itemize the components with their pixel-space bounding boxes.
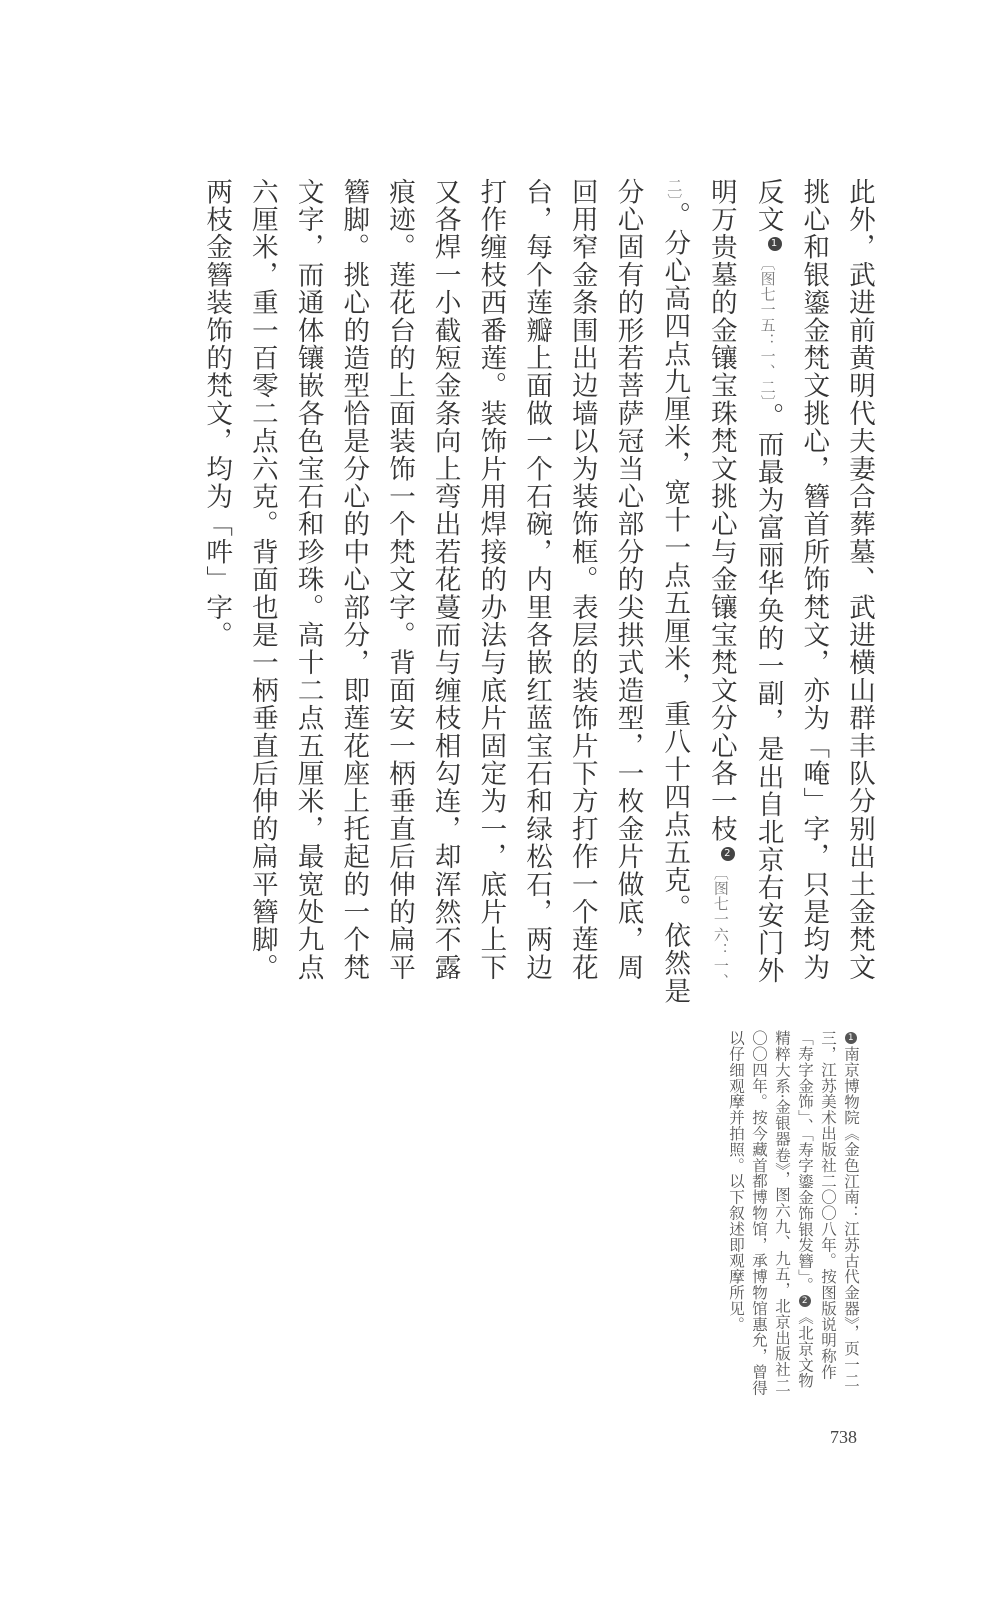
footnote-2-text: 《北京文物精粹大系·金银器卷》，图六九、九五，北京出版社二〇〇四年。按今藏首都博物馆，承博物馆惠允，曾得以仔细观摩并拍照。以下叙述即观摩所见。 [727,1030,814,1396]
footnote-marker-2: 2 [721,847,735,861]
footnote-2-marker: 2 [799,1295,811,1307]
footnote-marker-1: 1 [768,237,782,251]
figure-reference-2: 〔图七一六：一、二〕 [665,178,730,989]
main-text-segment-3: 。分心高四点九厘米，宽十一点五厘米，重八十四点五克。依然是分心固有的形若菩萨冠当心部分的尖拱式造型，一枚金片做底，周回用窄金条围出边墙以为装饰框。表层的装饰片下方打作一个莲花台，每个莲瓣上面做一个石碗，内里各嵌红蓝宝石和绿松石，两边打作缠枝西番莲。装饰片用焊接的办法与底片固定为一，底片上下又各焊一小截短金条向上弯出若花蔓而与缠枝相勾连，却浑然不露痕迹。莲花台的上面装饰一个梵文字。背面安一柄垂直后伸的扁平簪脚。挑心的造型恰是分心的中心部分，即莲花座上托起的一个梵文字，而通体镶嵌各色宝石和珍珠。高十二点五厘米，最宽处九点六厘米，重一百零二点六克。背面也是一柄垂直后伸的扁平簪脚。两枝金簪装饰的梵文，均为「吽」字。 [201,178,691,1005]
figure-reference-1: 〔图七一五：一、二〕 [758,255,777,403]
main-text-segment-2: 。而最为富丽华奂的一副，是出自北京右安门外明万贵墓的金镶宝珠梵文挑心与金镶宝梵文分心各一枝 [705,178,784,985]
page-number: 738 [830,1427,857,1447]
footnote-1-marker: 1 [845,1032,857,1044]
main-text-segment-1: 此外，武进前黄明代夫妻合葬墓、武进横山群丰队分别出土金梵文挑心和银鎏金梵文挑心，簪首所饰梵文，亦为「唵」字，只是均为反文 [752,178,875,982]
main-body-text [201,178,882,1008]
footnote-1-text: 南京博物院《金色江南：江苏古代金器》，页一二三，江苏美术出版社二〇〇八年。按图版说明称作「寿字金饰」、「寿字鎏金饰银发簪」。 [796,1030,860,1389]
footnotes-block [632,1030,862,1400]
